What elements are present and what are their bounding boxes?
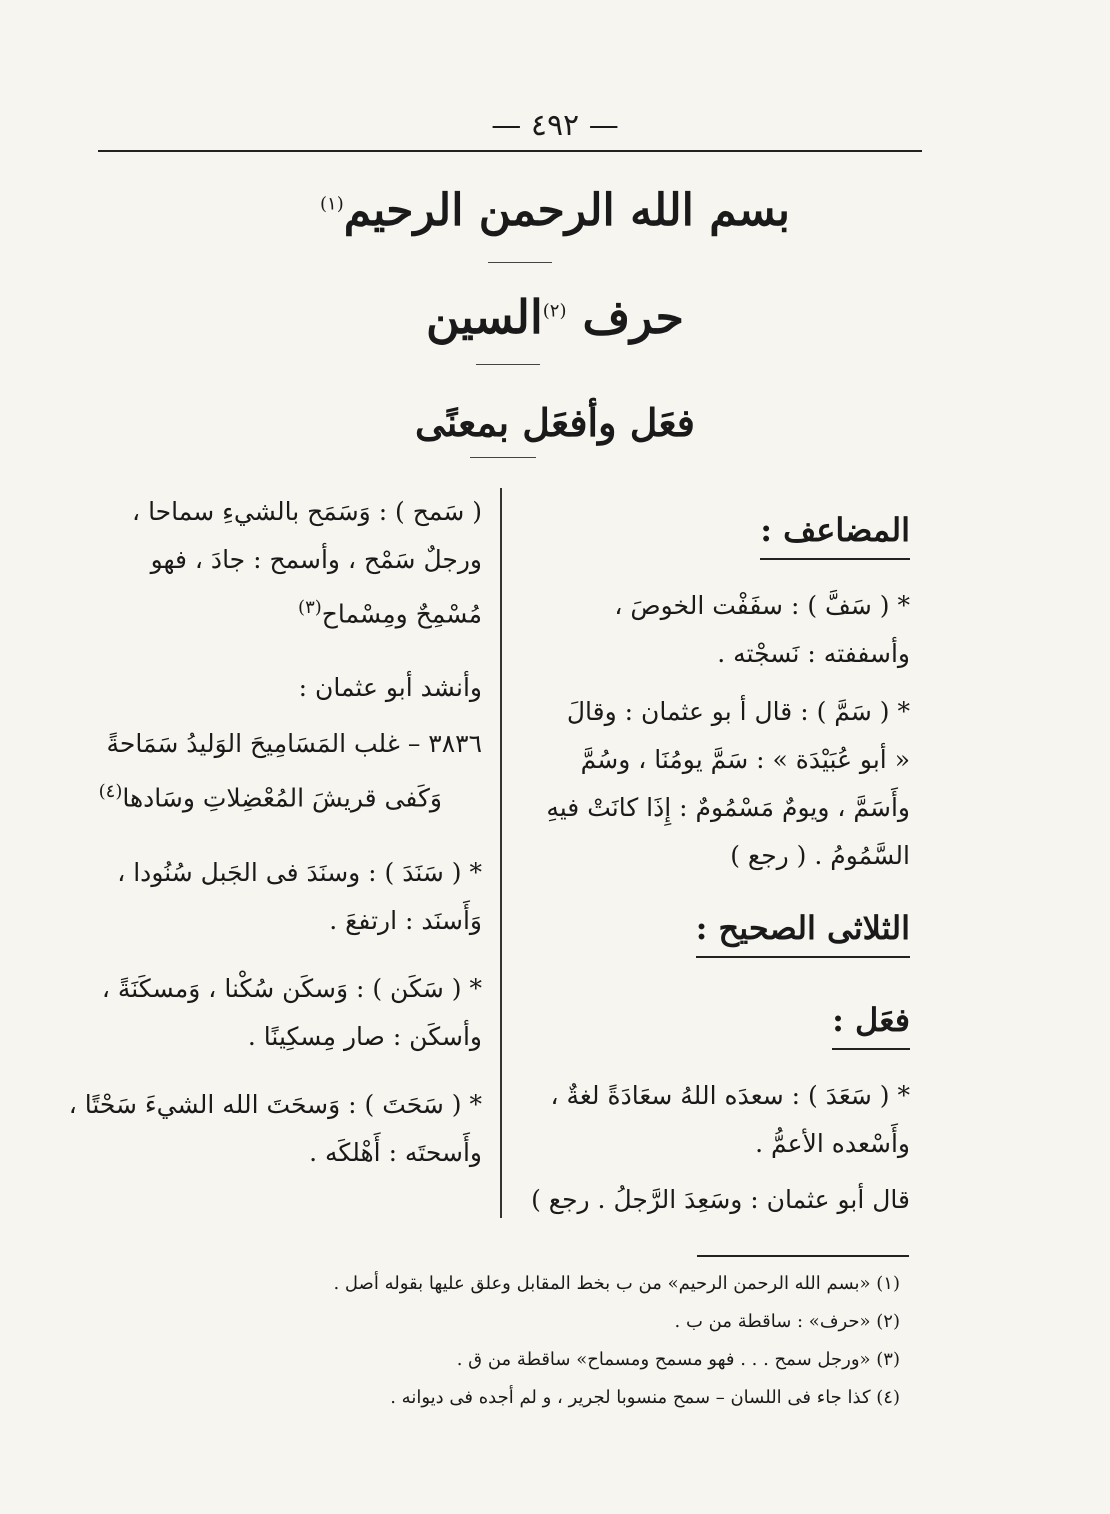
- text-line: ورجلٌ سَمْح ، وأسمح : جادَ ، فهو: [150, 545, 482, 574]
- text-line: * ( سَفَّ ) : سفَفْت الخوصَ ،: [614, 591, 910, 620]
- footnote-1: (١) «بسم الله الرحمن الرحيم» من ب بخط المقابل وعلق عليها بقوله أصل .: [333, 1273, 900, 1294]
- column-divider: [500, 488, 502, 1218]
- text-line: وأَسْعده الأعمُّ .: [755, 1129, 910, 1158]
- verse-text-1: غلب المَسَامِيحَ الوَليدُ سَمَاحةً: [106, 729, 400, 759]
- heading-rule-1: [488, 262, 552, 263]
- basmala-text: بسم الله الرحمن الرحيم: [343, 185, 790, 236]
- text-line: وأسففته : نَسجْته .: [717, 639, 910, 668]
- letter-heading: [0, 290, 1110, 344]
- text-line: * ( سَكَن ) : وَسكَن سُكْنا ، وَمسكَنَةً ،: [101, 973, 482, 1003]
- subheading-faala: فعَل :: [832, 996, 910, 1050]
- letter-word: حرف: [582, 290, 684, 344]
- left-column: [68, 488, 482, 1177]
- letter-name: السين: [426, 290, 543, 344]
- subheading-mudaaf: المضاعف :: [760, 506, 910, 560]
- verse-text-2: وَكَفى قريشَ المُعْضِلاتِ وسَادها: [122, 783, 442, 813]
- footnote-2: (٢) «حرف» : ساقطة من ب .: [674, 1311, 900, 1332]
- text-line: * ( سَعَدَ ) : سعدَه اللهُ سعَادَةً لغةٌ ،: [550, 1081, 910, 1110]
- text-line: [100, 584, 482, 638]
- section-heading: فعَل وأفعَل بمعنًى: [415, 400, 695, 445]
- right-column: [520, 488, 910, 1224]
- text-line: ( سَمح ) : وَسَمَح بالشيءِ سماحا ،: [132, 497, 482, 526]
- verse-line-1: ٣٨٣٦ – غلب المَسَامِيحَ الوَليدُ سَمَاحةً: [106, 729, 482, 759]
- page-number: — ٤٩٢ —: [491, 108, 619, 143]
- text-line: وَأَسنَد : ارتفعَ .: [329, 905, 482, 935]
- text-line: وأَسَمَّ ، ويومٌ مَسْمُومٌ : إِذَا كانَتْ فيهِ: [546, 793, 910, 822]
- footnote-mark-4: (٤): [98, 781, 123, 803]
- heading-rule-3: [470, 457, 536, 458]
- text-line: السَّمُومُ . ( رجع ): [730, 841, 910, 870]
- heading-rule-2: [476, 364, 540, 365]
- footnote-4: (٤) كذا جاء فى اللسان – سمح منسوبا لجرير ، و لم أجده فى ديوانه .: [390, 1387, 900, 1408]
- footnotes: [200, 1265, 900, 1417]
- footnote-rule: [697, 1255, 909, 1257]
- verse-line-2: [100, 768, 482, 822]
- basmala-heading: [0, 185, 1110, 236]
- text-line: وأسكَن : صار مِسكِينًا .: [247, 1021, 482, 1051]
- text-line: قال أبو عثمان : وسَعِدَ الرَّجلُ . رجع ): [531, 1185, 910, 1214]
- text-line: * ( سَمَّ ) : قال أ بو عثمان : وقالَ: [566, 697, 910, 726]
- text-line: * ( سَحَتَ ) : وَسحَتَ الله الشيءَ سَحْتًا ،: [68, 1089, 482, 1119]
- letter-footnote-mark: (٢): [542, 300, 567, 322]
- subheading-thulathi: الثلاثى الصحيح :: [696, 904, 910, 958]
- header-rule: [98, 150, 922, 152]
- text-line: وأنشد أبو عثمان :: [298, 673, 482, 703]
- text-segment: مُسْمِحٌ ومِسْماح: [321, 599, 482, 629]
- footnote-mark-3: (٣): [298, 597, 322, 618]
- text-line: وأَسحتَه : أَهْلكَه .: [309, 1137, 482, 1167]
- footnote-3: (٣) «ورجل سمح . . . فهو مسمح ومسماح» ساقطة من ق .: [456, 1349, 900, 1370]
- basmala-footnote-mark: (١): [320, 193, 344, 215]
- text-line: « أبو عُبَيْدَة » : سَمَّ يومُنَا ، وسُمَّ: [580, 745, 910, 774]
- text-line: * ( سَنَدَ ) : وسنَدَ فى الجَبل سُنُودا ،: [117, 857, 482, 887]
- verse-number: ٣٨٣٦: [428, 729, 482, 759]
